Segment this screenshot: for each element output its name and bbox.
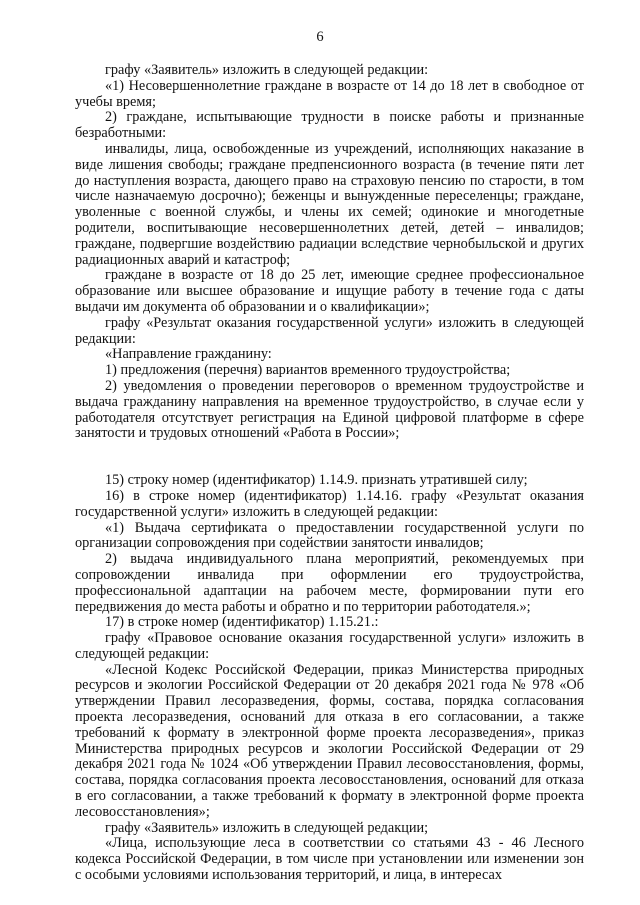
paragraph: графу «Заявитель» изложить в следующей редакции; <box>105 819 429 836</box>
paragraph: 1) предложения (перечня) вариантов временного трудоустройства; <box>105 362 511 379</box>
paragraph: графу «Заявитель» изложить в следующей редакции: <box>105 62 429 78</box>
document-body <box>75 63 584 884</box>
paragraph: графу «Результат оказания государственной услуги» изложить в следующей редакции: <box>75 314 584 347</box>
paragraph: графу «Правовое основание оказания государственной услуги» изложить в следующей редакции: <box>75 630 584 662</box>
page-number: 6 <box>316 29 324 45</box>
paragraph: 2) граждане, испытывающие трудности в поиске работы и признанные безработными: <box>75 109 584 142</box>
paragraph: инвалиды, лица, освобожденные из учреждений, исполняющих наказание в виде лишения свободы; граждане предпенсионного возраста (в течение пяти лет до наступления возраста, дающего право на страховую пенсию по старости, в том числе назначаемую досрочно); беженцы и вынужденные переселенцы; граждане, уволенные с военной службы, и члены их семей; одинокие и многодетные родители, воспитывающие несовершеннолетних детей, детей – инвалидов; граждане, подвергшие воздействию радиации вследствие чернобыльской и других радиационных аварий и катастроф; <box>75 140 584 268</box>
paragraph: 2) уведомления о проведении переговоров о временном трудоустройстве и выдача гражданину направления на временное трудоустройство, в случае если у работодателя отсутствует регистрация на Единой цифровой платформе в сфере занятости и трудовых отношений «Работа в России»; <box>75 377 584 442</box>
paragraph: 16) в строке номер (идентификатор) 1.14.16. графу «Результат оказания государственной услуги» изложить в следующей редакции: <box>75 487 584 520</box>
paragraph: граждане в возрасте от 18 до 25 лет, имеющие среднее профессиональное образование или высшее образование и ищущие работу в течение года с даты выдачи им документа об образовании и о квалификации»; <box>75 267 584 315</box>
paragraph: «Лесной Кодекс Российской Федерации, приказ Министерства природных ресурсов и экологии Российской Федерации от 20 декабря 2021 года № 978 «Об утверждении Правил лесоразведения, формы, состава, порядка согласования проекта лесоразведения, оснований для отказа в его согласовании, а также требований к формату в электронной форме проекта лесоразведения», приказ Министерства природных ресурсов и экологии Российской Федерации от 29 декабря 2021 года № 1024 «Об утверждении Правил лесовосстановления, формы, состава, порядка согласования проекта лесовосстановления, оснований для отказа в его согласовании, а также требований к формату в электронной форме проекта лесовосстановления»; <box>75 661 584 820</box>
paragraph: «1) Несовершеннолетние граждане в возрасте от 14 до 18 лет в свободное от учебы время; <box>75 77 584 110</box>
paragraph: «Лица, использующие леса в соответствии со статьями 43 - 46 Лесного кодекса Российской Федерации, в том числе при установлении или изменении зон с особыми условиями использования территорий, и лица, в интересах <box>75 835 584 884</box>
paragraph: 2) выдача индивидуального плана мероприятий, рекомендуемых при сопровождении инвалида при оформлении его трудоустройства, профессиональной адаптации на рабочем месте, формировании пути его передвижения до места работы и обратно и по территории работодателя.»; <box>75 551 584 615</box>
paragraph: 15) строку номер (идентификатор) 1.14.9. признать утратившей силу; <box>105 472 528 489</box>
paragraph: 17) в строке номер (идентификатор) 1.15.21.: <box>105 614 379 631</box>
paragraph: «Направление гражданину: <box>105 346 272 363</box>
paragraph: «1) Выдача сертификата о предоставлении государственной услуги по организации сопровождения при содействии занятости инвалидов; <box>75 519 584 552</box>
